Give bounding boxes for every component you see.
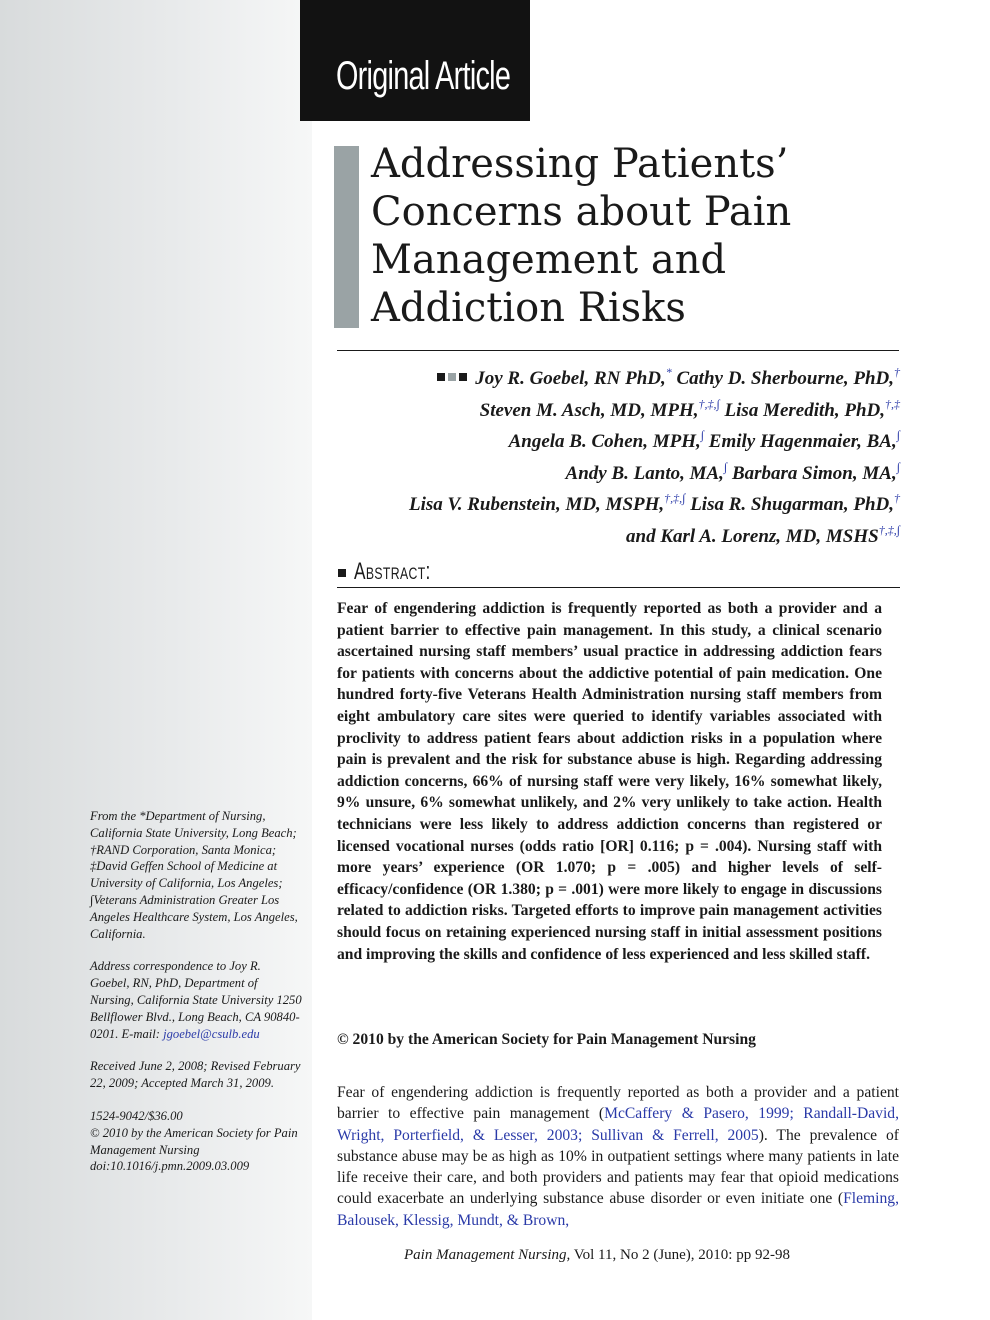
- square-bullet-icon: [437, 373, 445, 381]
- title-divider: [337, 350, 899, 351]
- author-affiliation-mark[interactable]: *: [665, 365, 672, 379]
- abstract-text: Fear of engendering addiction is frequently reported as both a provider and a patient barrier to effective pain management. In this study, a clinical scenario ascertained nursing staff members’ usual practice in addressing addiction fears for patients with concerns about the addictive potential of pain medication. One hundred forty-five Veterans Health Administration nursing staff members from eight ambulatory care sites were queried to identify variables associated with proclivity to address patient fears about addiction risks in a population where pain is prevalent and the risk for substance abuse is high. Regarding addressing addiction concerns, 66% of nursing staff were very likely, 16% somewhat likely, 9% unsure, 6% somewhat unlikely, and 2% very unlikely to take action. Health technicians were less likely to address addiction concerns than registered or licensed vocational nurses (odds ratio [OR] 0.116; p = .004). Nursing staff with more years’ experience (OR 1.070; p = .005) and higher levels of self-efficacy/confidence (OR 1.380; p = .001) were more likely to engage in discussions related to addiction risks. Targeted efforts to improve pain management activities should focus on retaining experienced nursing staff in initial assessment positions and improving the skills and confidence of less experienced and less skilled staff.: [337, 600, 882, 963]
- author-affiliation-mark[interactable]: ∫: [700, 428, 705, 443]
- author-name: Lisa Meredith, PhD,: [719, 399, 885, 421]
- author-line-4: [330, 455, 900, 487]
- author-affiliation-mark[interactable]: †: [894, 491, 900, 506]
- body-text-segment: ). The prevalence of substance abuse may be as high as 10% in outpatient settings where many patients in late life receive their care, and both providers and patients may fear that opioid medications could exacerbate an underlying substance abuse disorder or even initiate one (: [337, 1126, 899, 1208]
- section-label: Original Article: [336, 54, 511, 98]
- square-bullet-icon: [338, 569, 346, 577]
- affiliations-note: From the *Department of Nursing, California State University, Long Beach; †RAND Corporation, Santa Monica; ‡David Geffen School of Medicine at University of California, Los Angeles; ∫Veterans Administration Greater Los Angeles Healthcare System, Los Angeles, California.: [90, 809, 298, 941]
- body-text-segment: Fear of engendering addiction is frequently reported as both a provider and a patient barrier to effective pain management (: [337, 1084, 899, 1123]
- square-bullet-icon: [448, 373, 456, 381]
- author-affiliation-mark[interactable]: ∫: [723, 459, 728, 474]
- society-copyright: © 2010 by the American Society for Pain Management Nursing: [90, 1125, 298, 1157]
- author-name: Angela B. Cohen, MPH,: [508, 431, 701, 453]
- dates-note: Received June 2, 2008; Revised February 22, 2009; Accepted March 31, 2009.: [90, 1059, 301, 1091]
- author-line-6: [330, 518, 900, 550]
- doi-text: doi:10.1016/j.pmn.2009.03.009: [90, 1159, 250, 1174]
- abstract-heading: [338, 558, 900, 586]
- square-bullet-icon: [459, 373, 467, 381]
- correspondence-text: Address correspondence to Joy R. Goebel, RN, PhD, Department of Nursing, California State University 1250 Bellflower Blvd., Long Beach, CA 90840-0201. E-mail:: [90, 959, 302, 1041]
- journal-name: Pain Management Nursing,: [404, 1247, 571, 1263]
- author-name: Cathy D. Sherbourne, PhD,: [671, 368, 894, 389]
- author-affiliation-mark[interactable]: †,‡,∫: [664, 491, 686, 506]
- sidebar-notes: [90, 808, 302, 1191]
- article-title: Addressing Patients’ Concerns about Pain Management and Addiction Risks: [371, 141, 792, 331]
- author-line-1: [330, 360, 900, 392]
- author-name: Andy B. Lanto, MA,: [565, 462, 724, 484]
- author-name: Emily Hagenmaier, BA,: [704, 431, 897, 453]
- abstract-divider: [337, 587, 900, 588]
- author-affiliation-mark[interactable]: †,‡: [885, 396, 900, 411]
- correspondence-note: [90, 958, 302, 1042]
- author-line-2: [330, 392, 900, 424]
- author-affiliation-mark[interactable]: †,‡,∫: [698, 396, 720, 411]
- page-footer: [404, 1247, 904, 1264]
- author-name: Lisa V. Rubenstein, MD, MSPH,: [409, 494, 665, 516]
- abstract-label: Abstract:: [354, 558, 431, 585]
- publication-info: [90, 1108, 302, 1175]
- email-link[interactable]: jgoebel@csulb.edu: [163, 1026, 260, 1041]
- author-affiliation-mark[interactable]: †,‡,∫: [878, 522, 900, 537]
- author-line-5: [330, 486, 900, 518]
- abstract-copyright: © 2010 by the American Society for Pain Management Nursing: [337, 1031, 756, 1048]
- author-affiliation-mark[interactable]: ∫: [896, 428, 900, 443]
- citation-link[interactable]: McCaffery & Pasero, 1999; Randall-David, Wright, Porterfield, & Lesser, 2003; Sullivan & Ferrell, 2005: [337, 1105, 899, 1144]
- title-accent-bar: [334, 146, 359, 328]
- author-name: Steven M. Asch, MD, MPH,: [479, 399, 699, 421]
- author-list: [330, 360, 900, 550]
- author-affiliation-mark[interactable]: †: [894, 365, 900, 379]
- journal-details: Vol 11, No 2 (June), 2010: pp 92-98: [570, 1247, 790, 1263]
- author-name: and Karl A. Lorenz, MD, MSHS: [626, 525, 879, 547]
- pii-text: 1524-9042/$36.00: [90, 1108, 183, 1123]
- author-name: Barbara Simon, MA,: [727, 462, 897, 484]
- author-name: Lisa R. Shugarman, PhD,: [685, 494, 894, 516]
- author-affiliation-mark[interactable]: ∫: [896, 459, 900, 474]
- citation-link[interactable]: Fleming, Balousek, Klessig, Mundt, & Brown,: [337, 1190, 899, 1229]
- body-paragraph: [337, 1082, 899, 1231]
- author-line-3: [330, 423, 900, 455]
- author-name: Joy R. Goebel, RN PhD,: [475, 368, 666, 389]
